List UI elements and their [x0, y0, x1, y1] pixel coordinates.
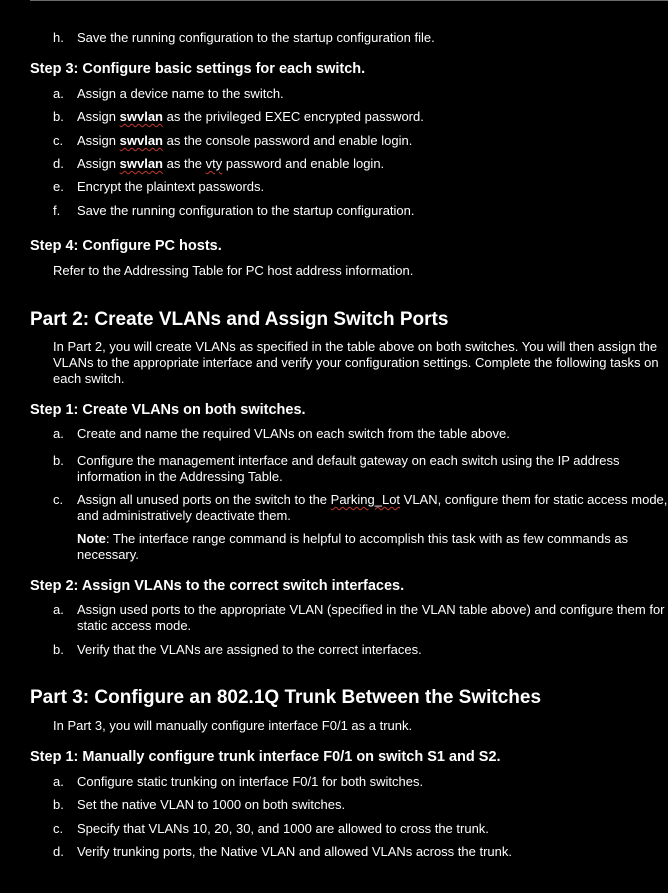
part-2-intro-line: VLANs to the appropriate interface and verify your configuration settings. Complete the following tasks on: [53, 355, 659, 370]
list-item-text: [77, 109, 424, 125]
text-run: as the privileged EXEC encrypted password.: [163, 109, 424, 124]
text-run: Assign: [77, 156, 120, 171]
list-item-text: Configure the management interface and default gateway on each switch using the IP address: [77, 453, 620, 468]
part-2-heading: Part 2: Create VLANs and Assign Switch Ports: [30, 309, 449, 330]
part-3-step-1-heading: Step 1: Manually configure trunk interface F0/1 on switch S1 and S2.: [30, 749, 501, 765]
vty-word: vty: [205, 156, 223, 171]
list-marker: a.: [53, 602, 64, 617]
page-top-rule: [30, 0, 668, 1]
part-3-intro: In Part 3, you will manually configure interface F0/1 as a trunk.: [53, 718, 413, 733]
list-marker: a.: [53, 86, 64, 101]
note-text: necessary.: [77, 547, 139, 562]
list-item-text: Verify that the VLANs are assigned to the correct interfaces.: [77, 642, 422, 657]
list-marker: c.: [53, 133, 64, 148]
list-item-text: Assign used ports to the appropriate VLAN (specified in the VLAN table above) and configure them for: [77, 602, 665, 617]
password-word: swvlan: [119, 109, 163, 124]
list-item-text: information in the Addressing Table.: [77, 469, 283, 484]
part-2-step-2-heading: Step 2: Assign VLANs to the correct switch interfaces.: [30, 578, 405, 594]
text-run: as the: [163, 156, 206, 171]
list-marker: e.: [53, 179, 64, 194]
list-marker: f.: [53, 203, 61, 218]
text-run: password and enable login.: [222, 156, 385, 171]
list-item-text: Encrypt the plaintext passwords.: [77, 179, 265, 194]
note-text: [77, 531, 628, 547]
list-item-text: static access mode.: [77, 618, 192, 633]
list-item-text: Specify that VLANs 10, 20, 30, and 1000 are allowed to cross the trunk.: [77, 821, 489, 836]
list-item-text: Configure static trunking on interface F0/1 for both switches.: [77, 774, 424, 789]
list-marker: b.: [53, 642, 64, 657]
list-item-text: Set the native VLAN to 1000 on both switches.: [77, 797, 346, 812]
list-marker: d.: [53, 844, 64, 859]
list-marker: c.: [53, 492, 64, 507]
list-marker: a.: [53, 426, 64, 441]
list-marker: b.: [53, 109, 64, 124]
step-3-heading: Step 3: Configure basic settings for each switch.: [30, 61, 366, 77]
step-4-text: Refer to the Addressing Table for PC host address information.: [53, 263, 414, 278]
list-item-text: Save the running configuration to the startup configuration.: [77, 203, 415, 218]
password-word: swvlan: [119, 156, 163, 171]
part-2-step-1-heading: Step 1: Create VLANs on both switches.: [30, 402, 306, 418]
parking-lot-word: Parking_Lot: [330, 492, 401, 507]
list-marker: b.: [53, 453, 64, 468]
list-marker: b.: [53, 797, 64, 812]
password-word: swvlan: [119, 133, 163, 148]
list-item-text: [77, 156, 384, 172]
step-4-heading: Step 4: Configure PC hosts.: [30, 238, 222, 254]
list-item-text: [77, 492, 667, 508]
list-item-text: Create and name the required VLANs on each switch from the table above.: [77, 426, 510, 441]
note-label: Note: [77, 531, 106, 546]
text-run: : The interface range command is helpful to accomplish this task with as few commands as: [105, 531, 629, 546]
part-2-intro-line: each switch.: [53, 371, 125, 386]
list-item-text: Verify trunking ports, the Native VLAN and allowed VLANs across the trunk.: [77, 844, 512, 859]
text-run: Assign: [77, 109, 120, 124]
part-3-heading: Part 3: Configure an 802.1Q Trunk Between the Switches: [30, 687, 542, 708]
list-item-text: Assign a device name to the switch.: [77, 86, 284, 101]
list-item-text: and administratively deactivate them.: [77, 508, 291, 523]
list-marker: h.: [53, 30, 64, 45]
text-run: Assign all unused ports on the switch to the: [77, 492, 331, 507]
part-2-intro-line: In Part 2, you will create VLANs as specified in the table above on both switches. You will then assign the: [53, 339, 658, 354]
text-run: Assign: [77, 133, 120, 148]
text-run: as the console password and enable login.: [163, 133, 413, 148]
list-marker: d.: [53, 156, 64, 171]
list-marker: c.: [53, 821, 64, 836]
list-item-text: [77, 133, 412, 149]
list-marker: a.: [53, 774, 64, 789]
list-item-text: Save the running configuration to the startup configuration file.: [77, 30, 435, 45]
text-run: VLAN, configure them for static access mode,: [400, 492, 668, 507]
